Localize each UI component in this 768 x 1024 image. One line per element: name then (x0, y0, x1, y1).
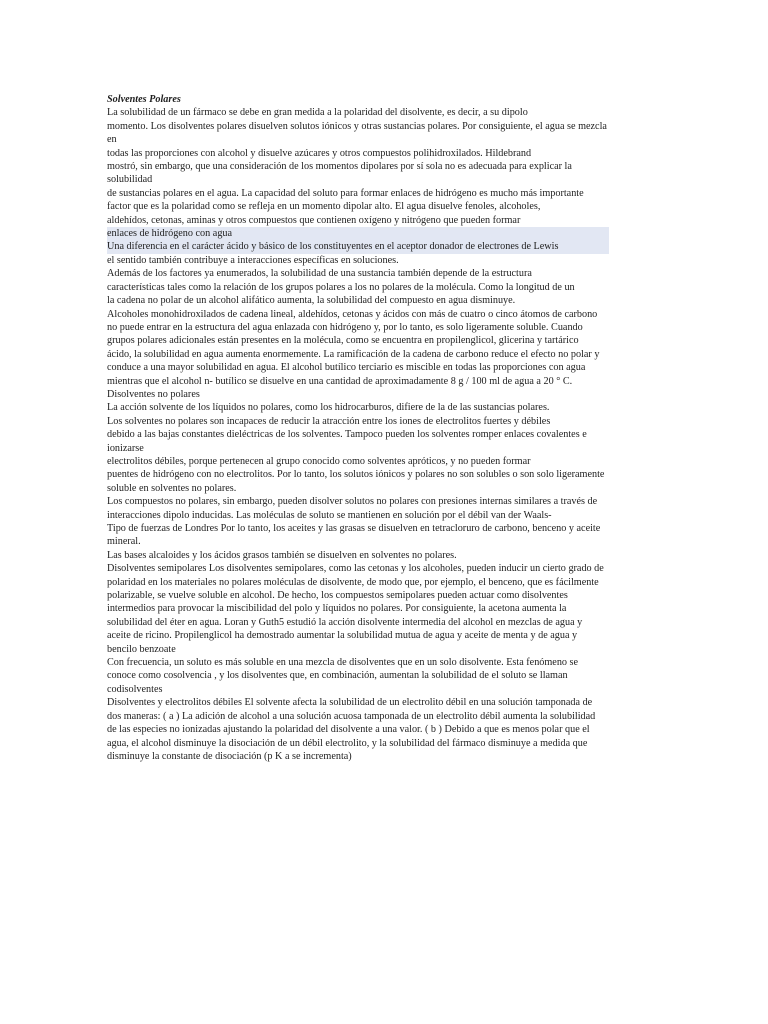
text-line: el sentido también contribuye a interacciones específicas en soluciones. (107, 254, 399, 266)
text-line: solubilidad (107, 174, 153, 186)
text-line: mineral. (107, 536, 141, 548)
text-line: Disolventes y electrolitos débiles El solvente afecta la solubilidad de un electrolito débil en una solución tamponada de (107, 697, 593, 709)
text-line: agua, el alcohol disminuye la disociación de un débil electrolito, y la solubilidad del fármaco disminuye a medida que (107, 737, 588, 749)
text-line: polaridad en los materiales no polares moléculas de disolvente, de modo que, por ejemplo, el benceno, que es fácilmente (107, 576, 599, 588)
text-line: bencilo benzoate (107, 643, 176, 655)
text-line: factor que es la polaridad como se refleja en un momento dipolar alto. El agua disuelve fenoles, alcoholes, (107, 201, 541, 213)
text-line: polarizable, se vuelve soluble en alcohol. De hecho, los compuestos semipolares pueden actuar como disolventes (107, 590, 568, 602)
text-line: mientras que el alcohol n- butílico se disuelve en una cantidad de aproximadamente 8 g / 100 ml de agua a 20 ° C. (107, 375, 573, 387)
text-line: Los solventes no polares son incapaces de reducir la atracción entre los iones de electrolitos fuertes y débiles (107, 415, 551, 427)
text-line: grupos polares adicionales están presentes en la molécula, como se encuentra en propilenglicol, glicerina y tartárico (107, 335, 579, 347)
text-line: conoce como cosolvencia , y los disolventes que, en combinación, aumentan la solubilidad de el soluto se llaman (107, 670, 568, 682)
text-line: La solubilidad de un fármaco se debe en gran medida a la polaridad del disolvente, es decir, a su dipolo (107, 107, 528, 119)
text-line: puentes de hidrógeno con no electrolitos. Por lo tanto, los solutos iónicos y polares no son solubles o son solo ligeramente (107, 469, 605, 481)
highlighted-text: Una diferencia en el carácter ácido y básico de los constituyentes en el aceptor donador de electrones de Lewis (107, 240, 609, 253)
document-title: Solventes Polares (107, 94, 181, 105)
text-line: ácido, la solubilidad en agua aumenta enormemente. La ramificación de la cadena de carbono reduce el efecto no polar y (107, 348, 600, 360)
text-line: momento. Los disolventes polares disuelven solutos iónicos y otras sustancias polares. Por consiguiente, el agua se mezcla (107, 120, 607, 132)
text-line: interacciones dipolo inducidas. Las moléculas de soluto se mantienen en solución por el débil van der Waals- (107, 509, 552, 521)
document-body (107, 93, 667, 763)
text-line: soluble en solventes no polares. (107, 482, 237, 494)
text-line: electrolitos débiles, porque pertenecen al grupo conocido como solventes apróticos, y no pueden formar (107, 455, 531, 467)
text-line: aldehídos, cetonas, aminas y otros compuestos que contienen oxígeno y nitrógeno que pueden formar (107, 214, 521, 226)
text-line: en (107, 134, 117, 146)
text-line: Con frecuencia, un soluto es más soluble en una mezcla de disolventes que en un solo disolvente. Esta fenómeno se (107, 657, 579, 669)
text-line: ionizarse (107, 442, 144, 454)
document-text (107, 106, 667, 763)
text-line: no puede entrar en la estructura del agua enlazada con hidrógeno y, por lo tanto, es solo ligeramente soluble. Cuando (107, 321, 583, 333)
text-line: disminuye la constante de disociación (p K a se incrementa) (107, 750, 352, 762)
text-line (107, 240, 667, 253)
highlighted-text: enlaces de hidrógeno con agua (107, 227, 609, 240)
text-line: mostró, sin embargo, que una consideración de los momentos dipolares por sí sola no es adecuada para explicar la (107, 161, 572, 173)
text-line: de las especies no ionizadas ajustando la polaridad del disolvente a una valor. ( b ) Debido a que es menos polar que el (107, 724, 590, 736)
text-line: Disolventes no polares (107, 388, 200, 400)
text-line: codisolventes (107, 683, 163, 695)
text-line: todas las proporciones con alcohol y disuelve azúcares y otros compuestos polihidroxilados. Hildebrand (107, 147, 532, 159)
text-line: de sustancias polares en el agua. La capacidad del soluto para formar enlaces de hidrógeno es mucho más importante (107, 187, 584, 199)
text-line: solubilidad del éter en agua. Loran y Guth5 estudió la acción disolvente intermedia del alcohol en mezclas de agua y (107, 616, 583, 628)
text-line: debido a las bajas constantes dieléctricas de los solventes. Tampoco pueden los solventes romper enlaces covalentes e (107, 429, 587, 441)
text-line: Disolventes semipolares Los disolventes semipolares, como las cetonas y los alcoholes, pueden inducir un cierto grado de (107, 563, 604, 575)
text-line: dos maneras: ( a ) La adición de alcohol a una solución acuosa tamponada de un electrolito débil aumenta la solubilidad (107, 710, 596, 722)
text-line: la cadena no polar de un alcohol alifático aumenta, la solubilidad del compuesto en agua disminuye. (107, 295, 516, 307)
text-line: características tales como la relación de los grupos polares a los no polares de la molécula. Como la longitud de un (107, 281, 575, 293)
text-line: Además de los factores ya enumerados, la solubilidad de una sustancia también depende de la estructura (107, 268, 532, 280)
text-line: intermedios para provocar la miscibilidad del polo y líquidos no polares. Por consiguiente, la acetona aumenta la (107, 603, 567, 615)
text-line: Alcoholes monohidroxilados de cadena lineal, aldehídos, cetonas y ácidos con más de cuatro o cinco átomos de carbono (107, 308, 598, 320)
text-line (107, 227, 667, 240)
text-line: Las bases alcaloides y los ácidos grasos también se disuelven en solventes no polares. (107, 549, 457, 561)
text-line: La acción solvente de los líquidos no polares, como los hidrocarburos, difiere de la de las sustancias polares. (107, 402, 550, 414)
text-line: aceite de ricino. Propilenglicol ha demostrado aumentar la solubilidad mutua de agua y aceite de menta y de agua y (107, 630, 578, 642)
text-line: Tipo de fuerzas de Londres Por lo tanto, los aceites y las grasas se disuelven en tetracloruro de carbono, benceno y aceite (107, 523, 601, 534)
text-line: conduce a una mayor solubilidad en agua. El alcohol butílico terciario es miscible en todas las proporciones con agua (107, 362, 586, 374)
text-line: Los compuestos no polares, sin embargo, pueden disolver solutos no polares con presiones internas similares a través de (107, 496, 598, 508)
